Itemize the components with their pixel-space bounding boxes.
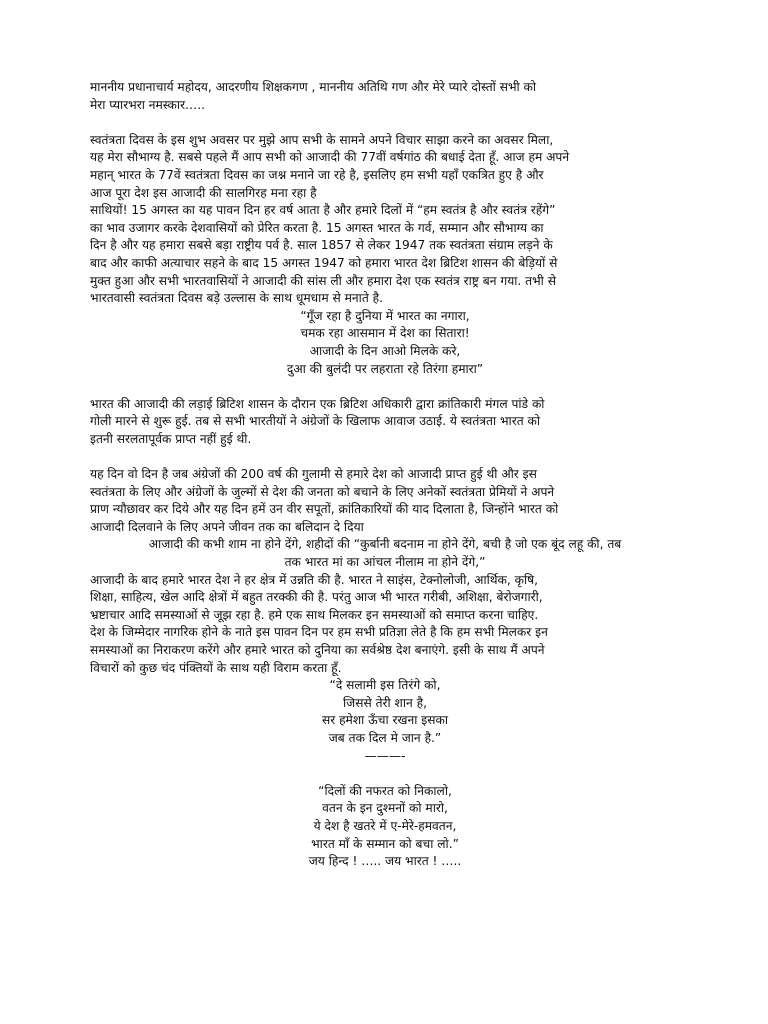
text-line: महान् भारत के 77वें स्वतंत्रता दिवस का जश्न मनाने जा रहे है, इसलिए हम सभी यहाँ एकत्रित हुए है और — [90, 167, 544, 182]
text-line: स्वतंत्रता दिवस के इस शुभ अवसर पर मुझे आप सभी के सामने अपने विचार साझा करने का अवसर मिला, — [90, 132, 554, 147]
verse-divider: ———- — [364, 748, 406, 763]
text-line: दिन है और यह हमारा सबसे बड़ा राष्ट्रीय पर्व है. साल 1857 से लेकर 1947 तक स्वतंत्रता संग्राम लड़ने के — [90, 238, 553, 253]
verse-line: जिससे तेरी शान है, — [343, 695, 427, 710]
text-line: आज पूरा देश इस आजादी की सालगिरह मना रहा है — [90, 185, 317, 200]
text-line: शिक्षा, साहित्य, खेल आदि क्षेत्रों में बहुत तरक्की की है. परंतु आज भी भारत गरीबी, अशिक्षा, बेरोजगारी, — [90, 590, 543, 605]
greeting-paragraph — [90, 79, 680, 114]
verse-line: तक भारत मां का आंचल नीलाम ना होने देंगे,” — [284, 555, 486, 570]
martyrs-verse — [90, 536, 680, 571]
verse-line: “दिलों की नफरत को निकालो, — [318, 783, 452, 798]
text-line: भ्रष्टाचार आदि समस्याओं से जूझ रहा है. हमे एक साथ मिलकर इन समस्याओं को समाप्त करना चाहिए. — [90, 607, 539, 622]
text-line: स्वतंत्रता के लिए और अंग्रेजों के जुल्मों से देश की जनता को बचाने के लिए अनेकों स्वतंत्रता प्रेमियों ने अपने — [90, 484, 555, 499]
verse-line: “गूँज रहा है दुनिया में भारत का नगारा, — [300, 308, 470, 323]
text-line: यह मेरा सौभाग्य है. सबसे पहले मैं आप सभी को आजादी की 77वीं वर्षगांठ की बधाई देता हूँ. आज हम अपने — [90, 150, 570, 165]
text-line: आजादी दिलवाने के लिए अपने जीवन तक का बलिदान दे दिया — [90, 519, 364, 534]
text-line: आजादी के बाद हमारे भारत देश ने हर क्षेत्र में उन्नति की है. भारत ने साइंस, टेक्नोलोजी, आर्थिक, कृषि, — [90, 572, 539, 587]
verse-line: आजादी की कभी शाम ना होने देंगे, शहीदों की “कुर्बानी बदनाम ना होने देंगे, बची है जो एक बूंद लहू की, तब — [148, 537, 622, 552]
verse-line: जब तक दिल मे जान है.” — [328, 730, 442, 745]
text-line: यह दिन वो दिन है जब अंग्रेजों की 200 वर्ष की गुलामी से हमारे देश को आजादी प्राप्त हुई थी और इस — [90, 467, 537, 482]
text-line: विचारों को कुछ चंद पंक्तियों के साथ यही विराम करता हूँ. — [90, 660, 342, 675]
verse-line: चमक रहा आसमान में देश का सितारा! — [300, 326, 470, 341]
text-line: गोली मारने से शुरू हुई. तब से सभी भारतीयों ने अंग्रेजों के खिलाफ आवाज उठाई. ये स्वतंत्रता भारत को — [90, 414, 541, 429]
text-line: बाद और काफी अत्याचार सहने के बाद 15 अगस्त 1947 को हमारा भारत देश ब्रिटिश शासन की बेड़ियों से — [90, 255, 558, 270]
intro-paragraph — [90, 132, 680, 202]
friends-paragraph — [90, 202, 680, 308]
text-line: समस्याओं का निराकरण करेंगे और हमारे भारत को दुनिया का सर्वश्रेष्ठ देश बनाएंगे. इसी के साथ मैं अपने — [90, 643, 545, 657]
verse-line: भारत माँ के सम्मान को बचा लो.” — [311, 836, 459, 851]
struggle-paragraph — [90, 396, 680, 449]
verse-line: “दे सलामी इस तिरंगे को, — [329, 678, 441, 693]
text-line: मेरा प्यारभरा नमस्कार….. — [90, 97, 205, 112]
text-line: मुक्त हुआ और सभी भारतवासियों ने आजादी की सांस ली और हमारा देश एक स्वतंत्र राष्ट्र बन गया. तभी से — [90, 273, 556, 288]
verse-line: वतन के इन दुश्मनों को मारो, — [322, 801, 448, 816]
text-line: प्राण न्यौछावर कर दिये और यह दिन हमें उन वीर सपूतों, क्रांतिकारियों की याद दिलाता है, जिन्होंने भारत को — [90, 502, 559, 517]
verse-line: ये देश है खतरे में ए-मेरे-हमवतन, — [313, 818, 457, 833]
text-line: भारतवासी स्वतंत्रता दिवस बड़े उल्लास के साथ धूमधाम से मनाते है. — [90, 291, 383, 306]
poem-verse-2 — [90, 677, 680, 765]
heroes-paragraph — [90, 466, 680, 536]
speech-text — [90, 79, 680, 871]
verse-line: दुआ की बुलंदी पर लहराता रहे तिरंगा हमारा” — [286, 361, 484, 376]
poem-verse-1 — [90, 308, 680, 378]
text-line: देश के जिम्मेदार नागरिक होने के नाते इस पावन दिन पर हम सभी प्रतिज्ञा लेते है कि हम सभी मिलकर इन — [90, 625, 548, 640]
text-line: इतनी सरलतापूर्वक प्राप्त नहीं हुई थी. — [90, 431, 252, 446]
closing-slogan: जय हिन्द ! ….. जय भारत ! ….. — [308, 854, 462, 869]
text-line: साथियों! 15 अगस्त का यह पावन दिन हर वर्ष आता है और हमारे दिलों में “हम स्वतंत्र है और स्वतंत्र रहेंगे” — [90, 203, 556, 218]
verse-line: सर हमेशा ऊँचा रखना इसका — [321, 713, 448, 728]
text-line: माननीय प्रधानाचार्य महोदय, आदरणीय शिक्षकगण , माननीय अतिथि गण और मेरे प्यारे दोस्तों सभी को — [90, 80, 537, 94]
progress-paragraph — [90, 572, 680, 678]
verse-line: आजादी के दिन आओ मिलके करे, — [309, 343, 461, 358]
poem-verse-3 — [90, 783, 680, 871]
text-line: भारत की आजादी की लड़ाई ब्रिटिश शासन के दौरान एक ब्रिटिश अधिकारी द्वारा क्रांतिकारी मंगल पांडे को — [90, 396, 545, 411]
text-line: का भाव उजागर करके देशवासियों को प्रेरित करता है. 15 अगस्त भारत के गर्व, सम्मान और सौभाग्य का — [90, 220, 544, 235]
